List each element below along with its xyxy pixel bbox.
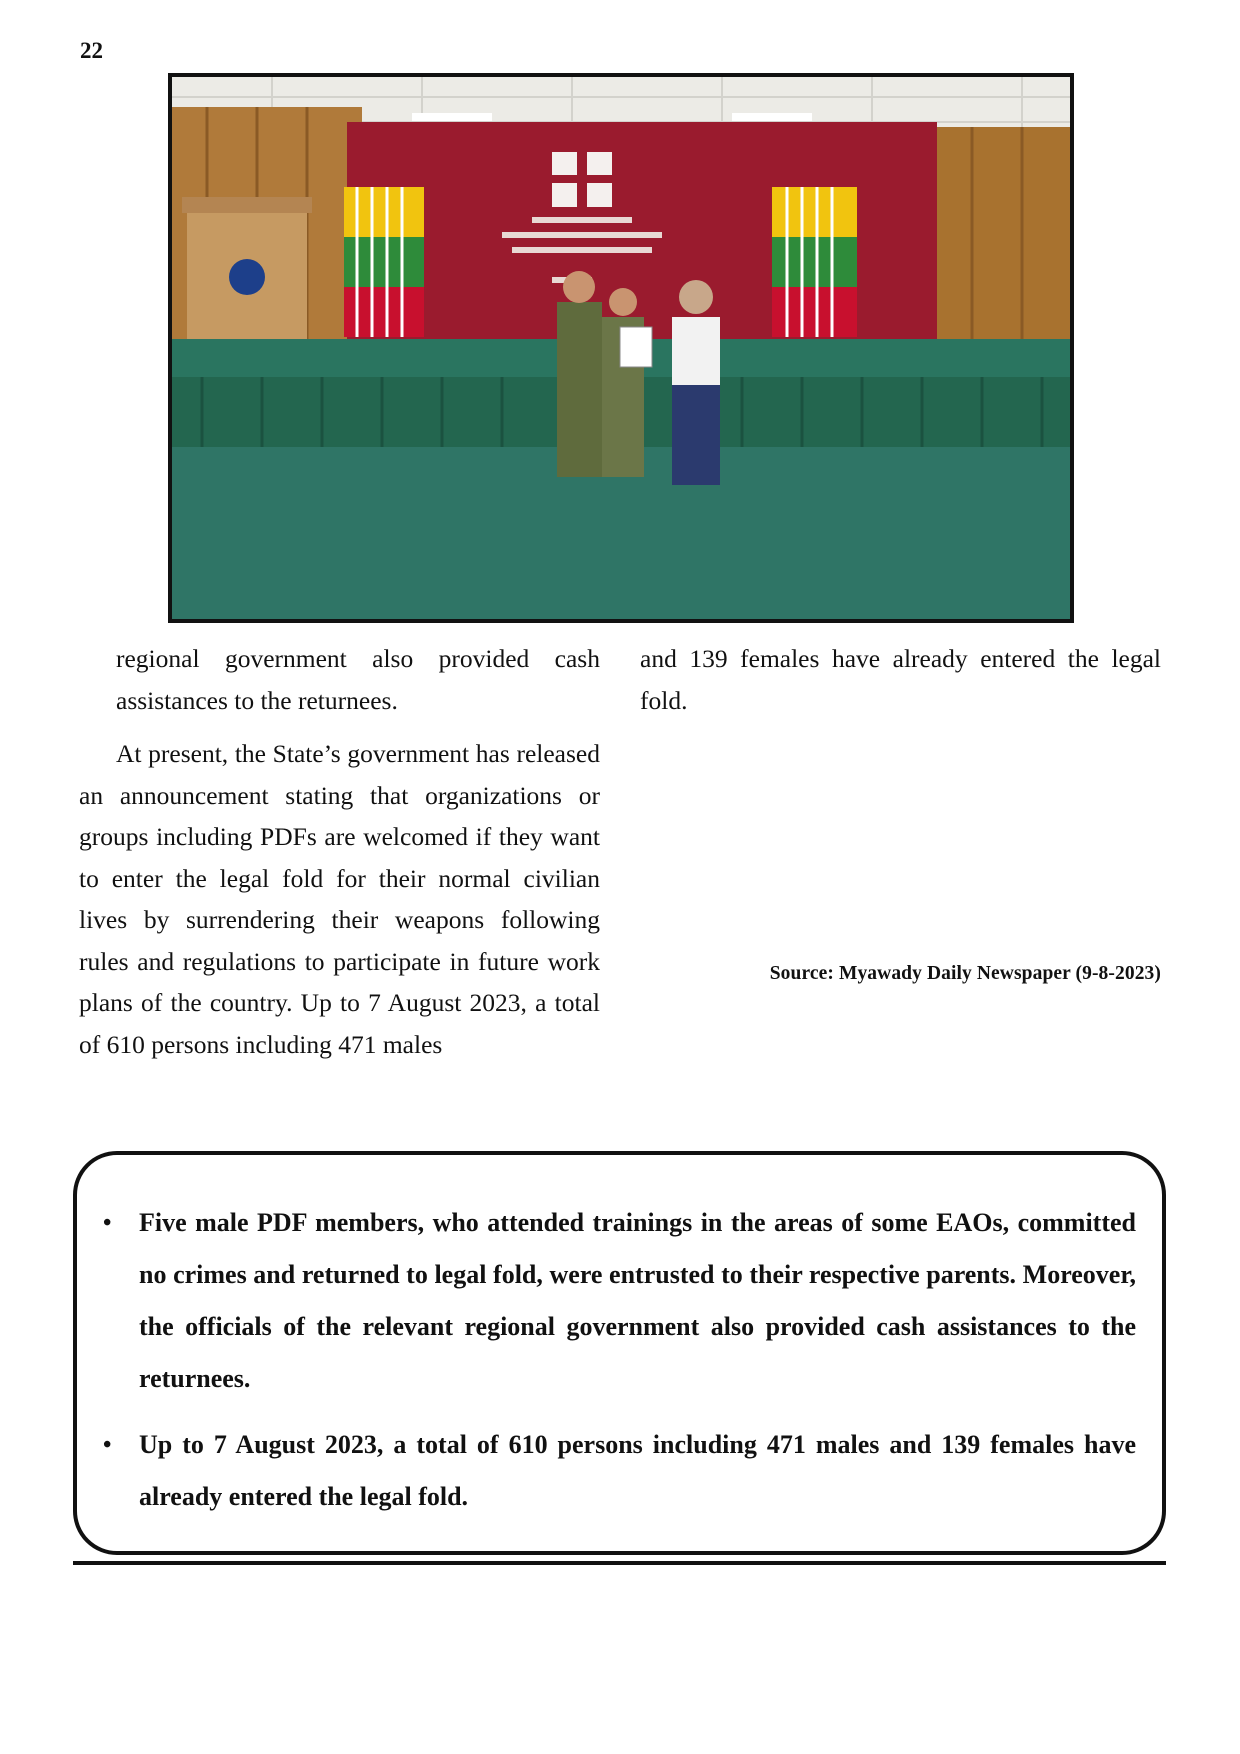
source-citation: Source: Myawady Daily Newspaper (9-8-2023): [769, 963, 1161, 984]
ceremony-photo: [168, 73, 1074, 623]
summary-box: [73, 1151, 1166, 1555]
paragraph-continued: regional government also provided cash assistances to the returnees.: [116, 644, 600, 715]
paragraph-continued: and 139 females have already entered the legal fold.: [640, 644, 1161, 715]
summary-item-text: Five male PDF members, who attended trainings in the areas of some EAOs, committed no crimes and returned to legal fold, were entrusted to their respective parents. Moreover, the officials of the relevant regional government also provided cash assistances to the returnees.: [139, 1208, 1136, 1393]
ceremony-photo-drawing: [172, 77, 1070, 619]
paragraph: At present, the State’s government has released an announcement stating that organizations or groups including PDFs are welcomed if they want to enter the legal fold for their normal civilian lives by surrendering their weapons following rules and regulations to participate in future work plans of the country. Up to 7 August 2023, a total of 610 persons including 471 males: [79, 739, 600, 1059]
bullet-icon: •: [103, 1432, 112, 1458]
summary-item: [103, 1197, 1136, 1405]
emblem-icon: [229, 259, 265, 295]
left-column: [79, 638, 600, 1065]
bullet-icon: •: [103, 1210, 112, 1236]
summary-item: [103, 1419, 1136, 1523]
summary-list: [103, 1197, 1136, 1537]
right-column: [640, 638, 1161, 721]
summary-item-text: Up to 7 August 2023, a total of 610 persons including 471 males and 139 females have already entered the legal fold.: [139, 1430, 1136, 1511]
page-number: 22: [80, 38, 103, 63]
bottom-divider: [73, 1561, 1166, 1565]
